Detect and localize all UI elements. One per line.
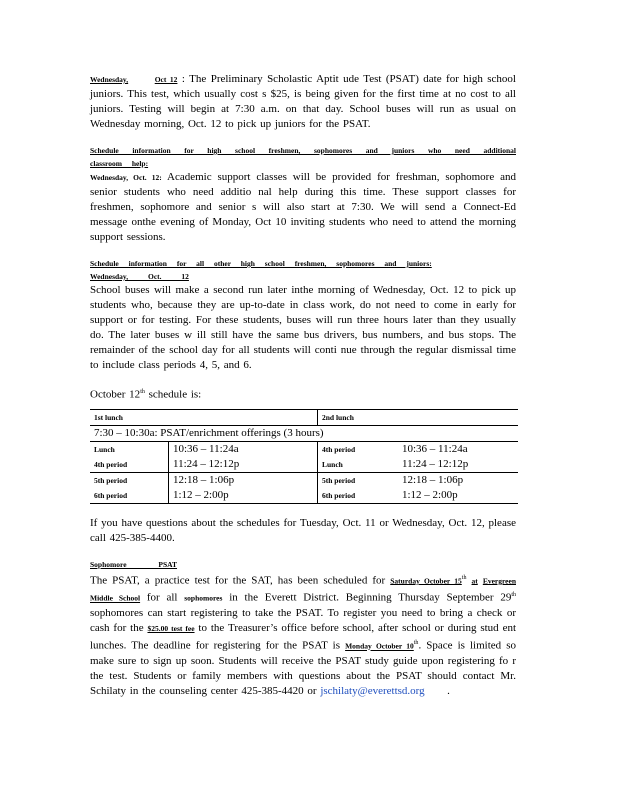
row-time: 12:18 – 1:06p	[402, 473, 464, 486]
support-date: Wednesday, Oct. 12:	[90, 173, 162, 182]
sophomore-text: The PSAT, a practice test for the SAT, has been scheduled for	[90, 574, 386, 587]
registration-date-sup: th	[511, 592, 517, 599]
sophomore-text: . Space is limited so make sure to sign up soon. Students will receive the PSAT study guide upon registering fo r the test. Students or family members with questions about the PSAT should contact Mr. Schilaty in the counseling center 425-385-4420 or	[90, 639, 517, 697]
row-label: 4th period	[94, 459, 128, 469]
row-label: 6th period	[94, 490, 128, 500]
trailing-period: .	[447, 684, 450, 697]
row-time: 1:12 – 2:00p	[169, 488, 318, 504]
second-lunch-header: 2nd lunch	[322, 412, 354, 422]
table-row	[90, 488, 518, 504]
sophomores-word: sophomores	[184, 593, 223, 603]
first-lunch-header: 1st lunch	[94, 412, 123, 422]
questions-paragraph: If you have questions about the schedules for Tuesday, Oct. 11 or Wednesday, Oct. 12, please call 425-385-4400.	[90, 516, 516, 544]
deadline-sup: th	[413, 639, 419, 646]
row-time: 1:12 – 2:00p	[398, 488, 518, 504]
support-heading: Schedule information for high school freshmen, sophomores and juniors who need additional classroom help:	[90, 146, 516, 168]
table-header-row	[90, 409, 518, 425]
row-label: Lunch	[94, 444, 115, 454]
row-label: 4th period	[322, 444, 356, 454]
date-label: Wednesday,	[90, 75, 129, 84]
schedule-intro	[90, 385, 516, 403]
row-time: 11:24 – 12:12p	[398, 457, 518, 473]
row-time: 10:36 – 11:24a	[402, 442, 468, 455]
psat-block-cell: 7:30 – 10:30a: PSAT/enrichment offerings (3 hours)	[90, 425, 518, 441]
row-time: 10:36 – 11:24a	[169, 441, 318, 457]
schedule-intro-date: October 12	[90, 388, 141, 401]
psat-junior-paragraph	[90, 72, 516, 132]
support-paragraph	[90, 170, 516, 245]
sophomore-text: for all	[146, 591, 178, 604]
test-date-sup: th	[461, 574, 467, 581]
table-row	[90, 472, 518, 488]
test-date: Saturday October 15	[390, 576, 462, 586]
row-time: 12:18 – 1:06p	[169, 472, 318, 488]
schedule-intro-sup: th	[140, 389, 145, 395]
row-label: Lunch	[322, 459, 343, 469]
deadline-date: Monday October 10	[345, 641, 414, 651]
table-span-row	[90, 425, 518, 441]
row-label: 6th period	[322, 490, 356, 500]
schedule-table	[90, 409, 518, 504]
table-row	[90, 441, 518, 457]
sophomore-text: sophomores can start registering to take the PSAT. To register you need to bring a check or cash for the	[90, 606, 516, 634]
sophomore-psat-paragraph	[90, 571, 516, 699]
sophomore-text: to the Treasurer’s office before school, after school or during stud ent lunches. The deadline for registering for the PSAT is	[90, 621, 517, 652]
date-value: Oct 12	[154, 75, 178, 84]
support-body: Academic support classes will be provided for freshman, sophomore and senior students who need additio nal help during this time. These support classes for freshmen, sophomore and senior s will also start at 7:30. We will send a Connect-Ed message onthe evening of Monday, Oct 10 inviting students who need to attend the morning support sessions.	[90, 171, 516, 243]
other-students-paragraph: School buses will make a second run later inthe morning of Wednesday, Oct. 12 to pick up students who, because they are up-to-date in class work, do not need to come in early for support or for testing. For these students, buses will run three hours later than they usually do. The later buses w ill still have the same bus drivers, bus numbers, and bus stops. The remainder of the school day for all students will conti nue through the regular dismissal time to include class periods 4, 5, and 6.	[90, 284, 516, 371]
other-students-heading: Schedule information for all other high school freshmen, sophomores and juniors:	[90, 259, 432, 268]
row-label: 5th period	[94, 475, 128, 485]
separator: :	[181, 73, 185, 85]
sophomore-text: in the Everett District. Beginning Thursday September 29	[229, 591, 512, 604]
psat-junior-body: The Preliminary Scholastic Aptit ude Test (PSAT) date for high school juniors. This test, which usually cost s $25, is being given for the first time at no cost to all juniors. Testing will begin at 7:30 a.m. on that day. School buses will run as usual on Wednesday morning, Oct. 12 to pick up juniors for the PSAT.	[90, 73, 516, 130]
row-time: 11:24 – 12:12p	[169, 457, 318, 473]
test-fee: $25.00 test fee	[147, 623, 195, 633]
other-students-date: Wednesday, Oct. 12	[90, 272, 189, 281]
table-row	[90, 457, 518, 473]
schedule-intro-text: schedule is:	[148, 388, 202, 401]
sophomore-psat-heading: Sophomore PSAT	[90, 559, 178, 569]
document-page	[90, 72, 516, 699]
at-word: at	[471, 576, 478, 586]
email-link[interactable]: jschilaty@everettsd.org	[320, 684, 425, 697]
row-label: 5th period	[322, 475, 356, 485]
test-location: Evergreen Middle School	[90, 576, 516, 603]
